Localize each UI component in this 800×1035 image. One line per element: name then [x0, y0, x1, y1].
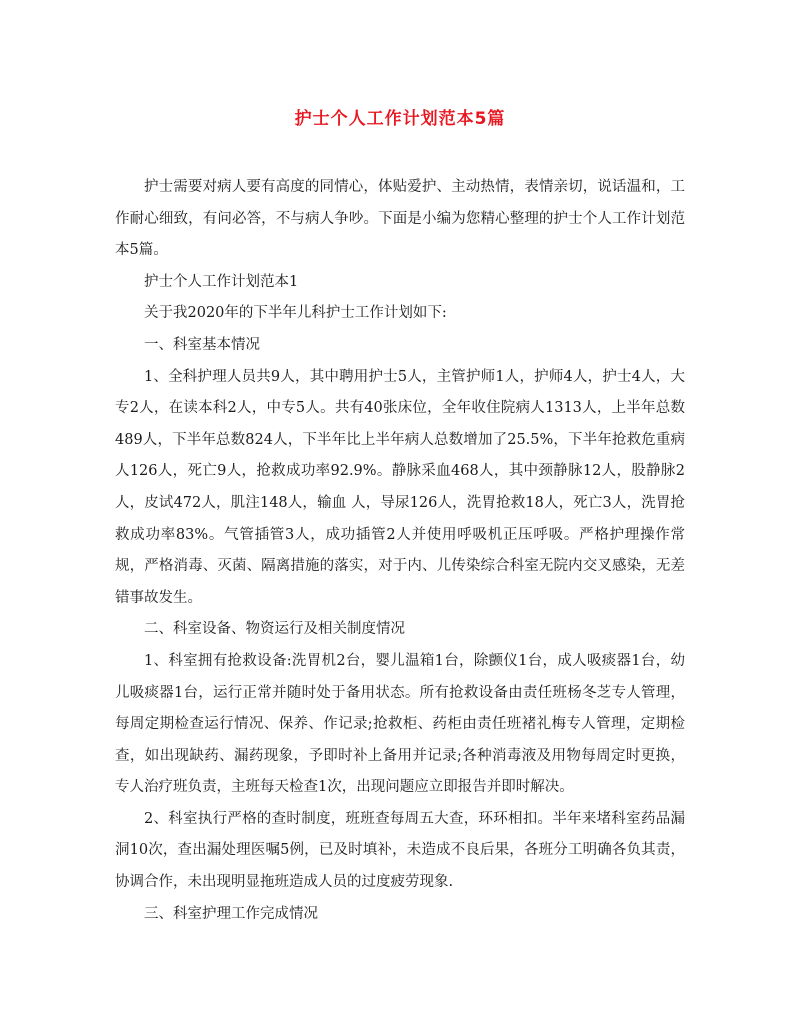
section-heading-work-completion: 三、科室护理工作完成情况	[144, 905, 318, 922]
paragraph-equipment: 1、科室拥有抢救设备:洗胃机2台，婴儿温箱1台，除颤仪1台，成人吸痰器1台，幼儿吸痰器1台，运行正常并随时处于备用状态。所有抢救设备由责任班杨冬芝专人管理，每周定期检查运行情况、保养、作记录;抢救柜、药柜由责任班褚礼梅专人管理，定期检查，如出现缺药、漏药现象，予即时补上备用并记录;各种消毒液及用物每周定时更换，专人治疗班负责，主班每天检查1次，出现问题应立即报告并即时解决。	[115, 652, 685, 796]
section-heading-plan-1: 护士个人工作计划范本1	[144, 273, 299, 290]
document-title: 护士个人工作计划范本5篇	[294, 109, 506, 129]
section-heading-basic-info: 一、科室基本情况	[144, 336, 260, 353]
intro-paragraph: 护士需要对病人要有高度的同情心，体贴爱护、主动热情，表情亲切，说话温和，工作耐心细致，有问必答，不与病人争吵。下面是小编为您精心整理的护士个人工作计划范本5篇。	[115, 179, 685, 259]
paragraph-staff-statistics: 1、全科护理人员共9人，其中聘用护士5人，主管护师1人，护师4人，护士4人，大专2人，在读本科2人，中专5人。共有40张床位，全年收住院病人1313人，上半年总数489人，下半年总数824人，下半年比上半年病人总数增加了25.5%，下半年抢救危重病人126人，死亡9人，抢救成功率92.9%。静脉采血468人，其中颈静脉12人，股静脉2人，皮试472人，肌注148人，输血 人，导尿126人，洗胃抢救18人，死亡3人，洗胃抢救成功率83%。气管插管3人，成功插管2人并使用呼吸机正压呼吸。严格护理操作常规，严格消毒、灭菌、隔离措施的落实，对于内、儿传染综合科室无院内交叉感染，无差错事故发生。	[115, 368, 685, 606]
plan-intro-line: 关于我2020年的下半年儿科护士工作计划如下:	[144, 305, 447, 322]
section-heading-equipment: 二、科室设备、物资运行及相关制度情况	[144, 621, 405, 638]
paragraph-inspection-system: 2、科室执行严格的查时制度，班班查每周五大查，环环相扣。半年来堵科室药品漏洞10次，查出漏处理医嘱5例，已及时填补，未造成不良后果，各班分工明确各负其责，协调合作，未出现明显拖班造成人员的过度疲劳现象.	[115, 810, 685, 891]
document-body	[115, 172, 685, 930]
